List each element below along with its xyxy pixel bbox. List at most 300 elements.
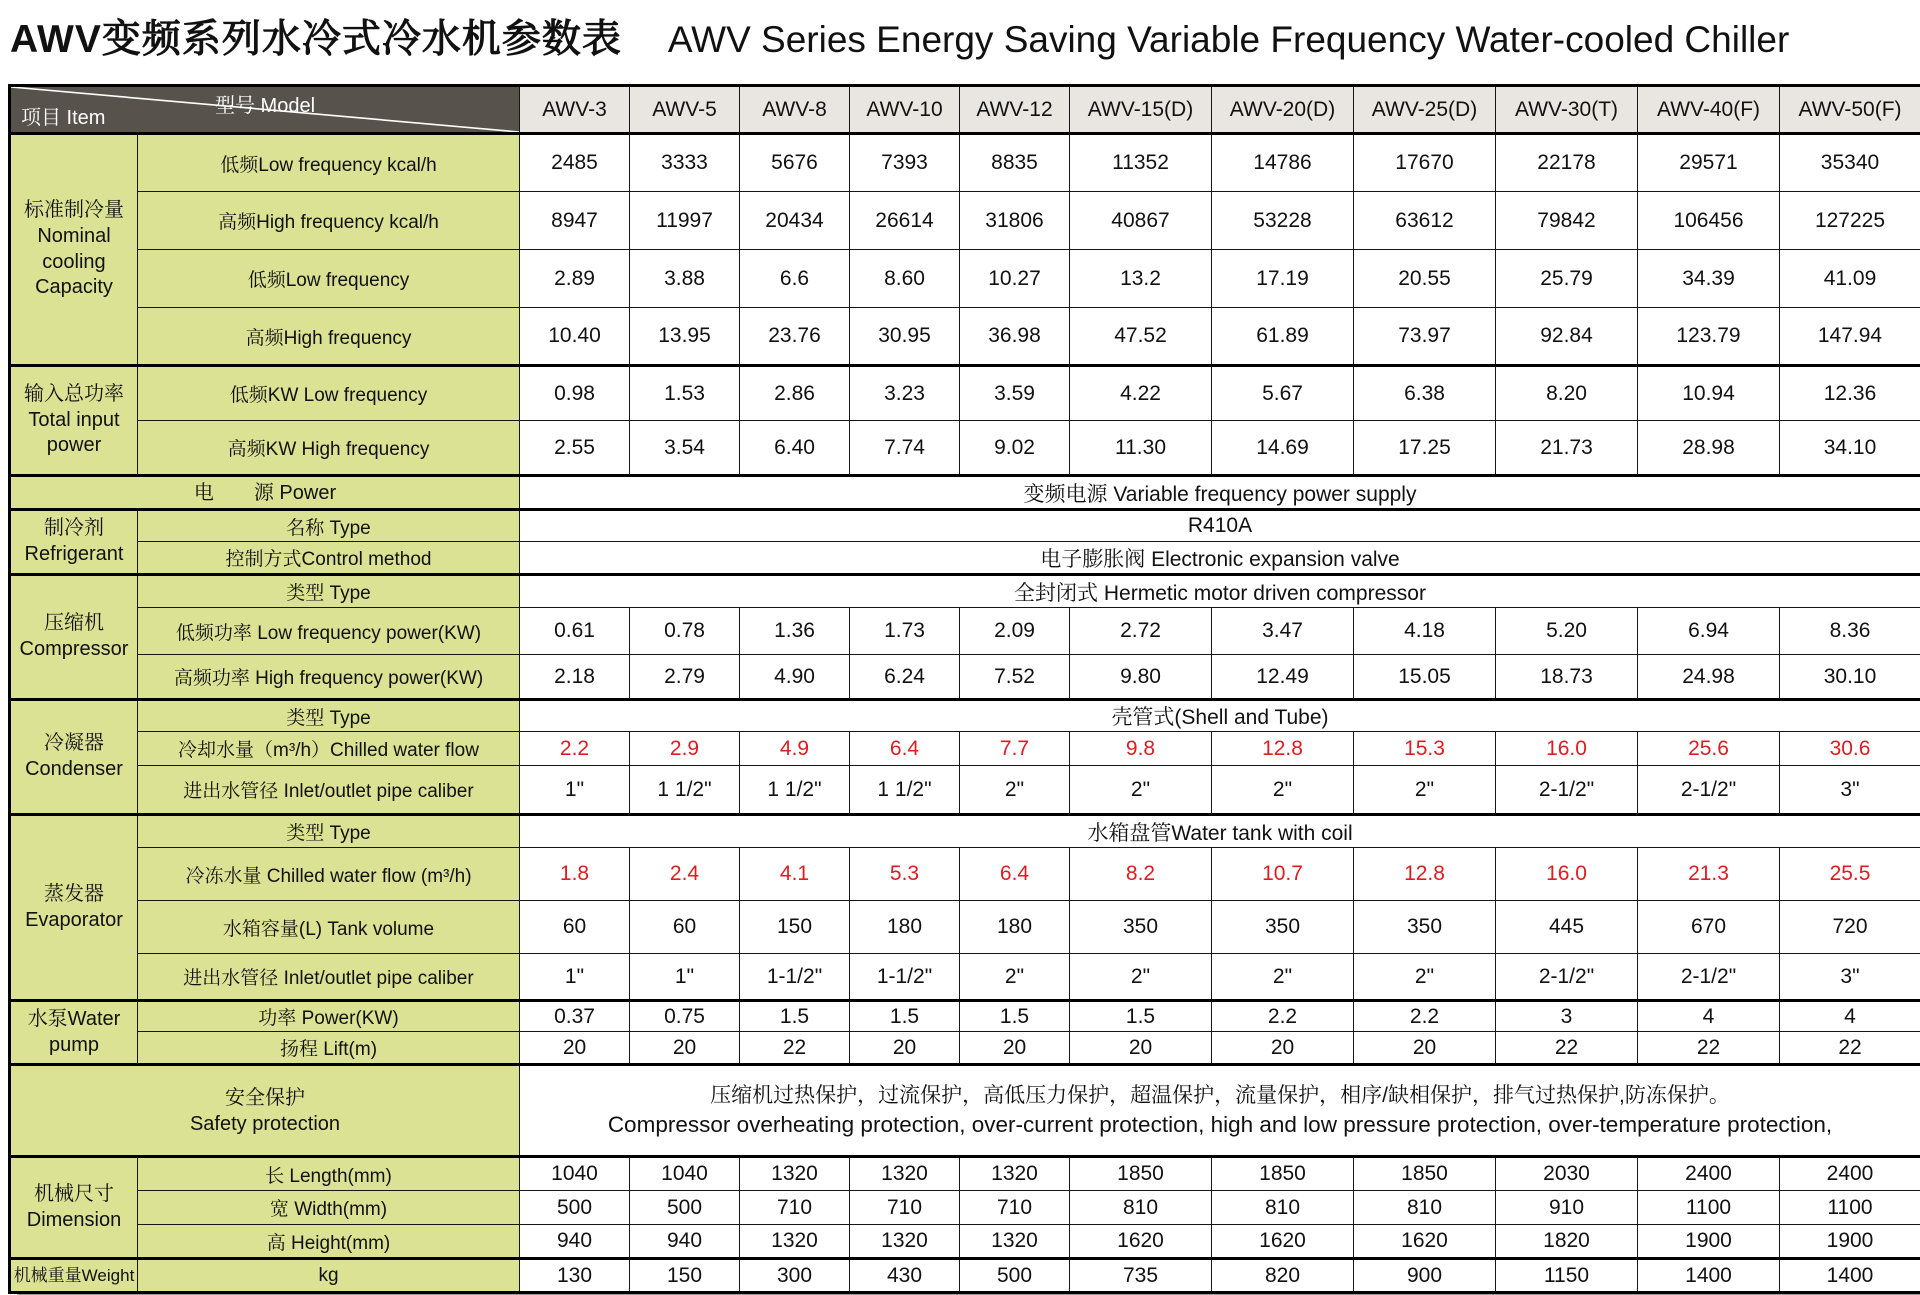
value-cell: 2.9 [630,732,740,766]
value-cell: 2485 [520,134,630,192]
value-cell: 20 [630,1032,740,1065]
value-cell: 22 [1496,1032,1638,1065]
value-cell: 5676 [740,134,850,192]
row-label-cell: 高频High frequency [138,308,520,366]
value-cell: 21.73 [1496,421,1638,476]
value-cell: 18.73 [1496,655,1638,700]
value-cell: 3" [1780,954,1920,1001]
value-cell: 1" [630,954,740,1001]
value-cell: 1850 [1212,1157,1354,1191]
value-cell: 150 [630,1259,740,1293]
category-en: Condenser [25,758,123,780]
category-zh: 水泵Water [27,1007,121,1030]
category-cell-safety [10,1065,520,1157]
value-cell: 900 [1354,1259,1496,1293]
value-cell: 22 [740,1032,850,1065]
value-cell: 47.52 [1070,308,1212,366]
value-cell: 4 [1780,1001,1920,1032]
value-cell: 8.20 [1496,366,1638,421]
category-zh: 压缩机 [44,612,104,635]
row-label-cell: 名称 Type [138,510,520,542]
value-cell: 180 [850,901,960,954]
row-weight [10,1259,1920,1293]
value-cell: 6.24 [850,655,960,700]
value-cell: 11.30 [1070,421,1212,476]
value-cell: 5.3 [850,848,960,901]
value-cell: 20 [1354,1032,1496,1065]
value-cell: 41.09 [1780,250,1920,308]
value-cell: 21.3 [1638,848,1780,901]
value-cell: 3" [1780,766,1920,815]
value-cell: 147.94 [1780,308,1920,366]
category-zh: 机械重量Weight [13,1265,135,1285]
value-cell: 2.2 [1354,1001,1496,1032]
row-label-cell: 类型 Type [138,575,520,608]
value-cell: 8835 [960,134,1070,192]
corner-item-label: 项目 Item [21,107,106,129]
value-cell: 3.47 [1212,608,1354,655]
value-cell: 6.4 [850,732,960,766]
value-cell: 61.89 [1212,308,1354,366]
value-cell: 20 [850,1032,960,1065]
value-cell: 9.02 [960,421,1070,476]
value-cell: 12.8 [1354,848,1496,901]
value-cell: 26614 [850,192,960,250]
row-label-cell: 功率 Power(KW) [138,1001,520,1032]
value-cell: 8947 [520,192,630,250]
value-cell: 3.23 [850,366,960,421]
merged-value-cell: 全封闭式 Hermetic motor driven compressor [520,575,1920,608]
value-cell: 1900 [1780,1225,1920,1259]
value-cell: 5.67 [1212,366,1354,421]
row-label-cell: 冷却水量（m³/h）Chilled water flow [138,732,520,766]
value-cell: 720 [1780,901,1920,954]
value-cell: 1.5 [1070,1001,1212,1032]
category-zh: 机械尺寸 [34,1182,114,1205]
value-cell: 3333 [630,134,740,192]
value-cell: 1100 [1638,1191,1780,1225]
value-cell: 1-1/2" [850,954,960,1001]
value-cell: 23.76 [740,308,850,366]
value-cell: 2-1/2" [1496,766,1638,815]
value-cell: 300 [740,1259,850,1293]
value-cell: 2.55 [520,421,630,476]
value-cell: 40867 [1070,192,1212,250]
value-cell: 1.5 [960,1001,1070,1032]
model-header-row [10,86,1920,134]
model-header-cell: AWV-30(T) [1496,86,1638,134]
value-cell: 710 [740,1191,850,1225]
value-cell: 1320 [960,1157,1070,1191]
value-cell: 1" [520,766,630,815]
value-cell: 127225 [1780,192,1920,250]
value-cell: 445 [1496,901,1638,954]
row-low-freq-kcal [10,134,1920,192]
row-evaporator-pipe-caliber [10,954,1920,1001]
value-cell: 1-1/2" [740,954,850,1001]
value-cell: 940 [630,1225,740,1259]
value-cell: 1620 [1212,1225,1354,1259]
value-cell: 710 [960,1191,1070,1225]
spec-table [8,84,1920,1294]
model-header-cell: AWV-20(D) [1212,86,1354,134]
value-cell: 34.10 [1780,421,1920,476]
corner-cell [10,86,520,134]
value-cell: 2400 [1780,1157,1920,1191]
value-cell: 17.19 [1212,250,1354,308]
safety-text-en: Compressor overheating protection, over-current protection, high and low pressure protection, over-temperature protection, [607,1111,1833,1137]
value-cell: 34.39 [1638,250,1780,308]
value-cell: 30.6 [1780,732,1920,766]
value-cell: 11352 [1070,134,1212,192]
value-cell: 500 [520,1191,630,1225]
row-input-low-kw [10,366,1920,421]
row-comp-high-power [10,655,1920,700]
value-cell: 73.97 [1354,308,1496,366]
value-cell: 2030 [1496,1157,1638,1191]
row-label-cell: 低频功率 Low frequency power(KW) [138,608,520,655]
value-cell: 25.5 [1780,848,1920,901]
value-cell: 2400 [1638,1157,1780,1191]
value-cell: 12.49 [1212,655,1354,700]
value-cell: 16.0 [1496,732,1638,766]
value-cell: 1.5 [850,1001,960,1032]
category-cell-evaporator [10,815,138,1001]
value-cell: 2.2 [1212,1001,1354,1032]
row-high-freq [10,308,1920,366]
value-cell: 350 [1354,901,1496,954]
value-cell: 150 [740,901,850,954]
row-label-cell: 电 源 Power [10,476,520,510]
value-cell: 11997 [630,192,740,250]
value-cell: 20 [1070,1032,1212,1065]
value-cell: 6.4 [960,848,1070,901]
value-cell: 7.7 [960,732,1070,766]
value-cell: 1.36 [740,608,850,655]
value-cell: 9.80 [1070,655,1212,700]
value-cell: 1150 [1496,1259,1638,1293]
row-height [10,1225,1920,1259]
value-cell: 430 [850,1259,960,1293]
row-label-cell: 高 Height(mm) [138,1225,520,1259]
value-cell: 106456 [1638,192,1780,250]
value-cell: 14786 [1212,134,1354,192]
row-label-cell: 类型 Type [138,700,520,732]
value-cell: 1 1/2" [630,766,740,815]
category-cell-water-pump [10,1001,138,1065]
row-label-cell: 扬程 Lift(m) [138,1032,520,1065]
value-cell: 8.60 [850,250,960,308]
value-cell: 1400 [1780,1259,1920,1293]
row-evaporator-water-flow [10,848,1920,901]
safety-text-cell [520,1065,1920,1157]
value-cell: 60 [630,901,740,954]
model-header-cell: AWV-5 [630,86,740,134]
row-tank-volume [10,901,1920,954]
safety-text-zh: 压缩机过热保护，过流保护，高低压力保护，超温保护，流量保护，相序/缺相保护，排气过热保护,防冻保护。 [710,1083,1730,1107]
value-cell: 1.73 [850,608,960,655]
value-cell: 735 [1070,1259,1212,1293]
value-cell: 1320 [740,1225,850,1259]
value-cell: 22178 [1496,134,1638,192]
value-cell: 350 [1070,901,1212,954]
value-cell: 123.79 [1638,308,1780,366]
row-condenser-water-flow [10,732,1920,766]
row-evaporator-type [10,815,1920,848]
value-cell: 1 1/2" [740,766,850,815]
value-cell: 10.94 [1638,366,1780,421]
value-cell: 6.40 [740,421,850,476]
value-cell: 1040 [520,1157,630,1191]
value-cell: 4.18 [1354,608,1496,655]
category-en: Refrigerant [24,543,124,565]
value-cell: 12.36 [1780,366,1920,421]
row-label-cell: 水箱容量(L) Tank volume [138,901,520,954]
value-cell: 1 1/2" [850,766,960,815]
value-cell: 25.6 [1638,732,1780,766]
value-cell: 1400 [1638,1259,1780,1293]
category-zh: 冷凝器 [44,732,104,755]
category-en: Compressor [19,638,129,660]
value-cell: 7.74 [850,421,960,476]
value-cell: 35340 [1780,134,1920,192]
value-cell: 13.95 [630,308,740,366]
value-cell: 2.2 [520,732,630,766]
merged-value-cell: 水箱盘管Water tank with coil [520,815,1920,848]
value-cell: 3.54 [630,421,740,476]
value-cell: 13.2 [1070,250,1212,308]
row-pump-lift [10,1032,1920,1065]
value-cell: 25.79 [1496,250,1638,308]
value-cell: 1900 [1638,1225,1780,1259]
row-label-cell: 宽 Width(mm) [138,1191,520,1225]
model-header-cell: AWV-3 [520,86,630,134]
value-cell: 14.69 [1212,421,1354,476]
value-cell: 17670 [1354,134,1496,192]
value-cell: 29571 [1638,134,1780,192]
value-cell: 2.09 [960,608,1070,655]
category-zh: 标准制冷量 [24,199,124,222]
category-en: Nominal cooling Capacity [35,224,113,299]
row-label-cell: 低频Low frequency [138,250,520,308]
value-cell: 1040 [630,1157,740,1191]
value-cell: 20 [520,1032,630,1065]
value-cell: 9.8 [1070,732,1212,766]
category-en: Dimension [26,1208,122,1231]
category-en: Evaporator [25,908,123,931]
category-zh: 输入总功率 [24,383,124,406]
value-cell: 500 [630,1191,740,1225]
merged-value-cell: 电子膨胀阀 Electronic expansion valve [520,542,1920,575]
value-cell: 2-1/2" [1638,954,1780,1001]
value-cell: 810 [1212,1191,1354,1225]
value-cell: 1820 [1496,1225,1638,1259]
model-header-cell: AWV-40(F) [1638,86,1780,134]
value-cell: 53228 [1212,192,1354,250]
value-cell: 2" [1354,766,1496,815]
value-cell: 2" [1212,766,1354,815]
value-cell: 710 [850,1191,960,1225]
value-cell: 15.3 [1354,732,1496,766]
value-cell: 910 [1496,1191,1638,1225]
model-header-cell: AWV-10 [850,86,960,134]
value-cell: 1.5 [740,1001,850,1032]
category-zh: 制冷剂 [44,517,104,540]
row-label-cell: 高频KW High frequency [138,421,520,476]
row-low-freq [10,250,1920,308]
category-zh: 蒸发器 [44,882,104,905]
value-cell: 8.2 [1070,848,1212,901]
row-pump-power [10,1001,1920,1032]
category-zh: 安全保护 [225,1086,305,1109]
value-cell: 1100 [1780,1191,1920,1225]
value-cell: 20.55 [1354,250,1496,308]
row-width [10,1191,1920,1225]
row-length [10,1157,1920,1191]
value-cell: 6.94 [1638,608,1780,655]
category-cell-dimension [10,1157,138,1259]
page-title-zh: AWV变频系列水冷式冷水机参数表 [10,18,622,61]
value-cell: 6.38 [1354,366,1496,421]
value-cell: 2-1/2" [1638,766,1780,815]
value-cell: 0.98 [520,366,630,421]
value-cell: 22 [1638,1032,1780,1065]
category-en: Total input power [28,408,120,457]
value-cell: 3.59 [960,366,1070,421]
value-cell: 7.52 [960,655,1070,700]
value-cell: 1620 [1354,1225,1496,1259]
row-label-cell: 高频High frequency kcal/h [138,192,520,250]
merged-value-cell: R410A [520,510,1920,542]
value-cell: 1850 [1070,1157,1212,1191]
row-label-cell: 控制方式Control method [138,542,520,575]
value-cell: 180 [960,901,1070,954]
value-cell: 4.22 [1070,366,1212,421]
corner-model-label: 型号 Model [214,95,316,117]
category-cell-condenser [10,700,138,815]
value-cell: 2.72 [1070,608,1212,655]
page-title-en: AWV Series Energy Saving Variable Frequency Water-cooled Chiller [667,19,1790,60]
value-cell: 63612 [1354,192,1496,250]
category-en: Safety protection [189,1112,341,1135]
row-label-cell: 类型 Type [138,815,520,848]
value-cell: 20 [1212,1032,1354,1065]
row-label-cell: 高频功率 High frequency power(KW) [138,655,520,700]
value-cell: 2" [1212,954,1354,1001]
value-cell: 15.05 [1354,655,1496,700]
model-header-cell: AWV-50(F) [1780,86,1920,134]
category-cell-cooling-capacity [10,134,138,366]
value-cell: 1850 [1354,1157,1496,1191]
value-cell: 8.36 [1780,608,1920,655]
value-cell: 3.88 [630,250,740,308]
value-cell: 0.61 [520,608,630,655]
row-condenser-type [10,700,1920,732]
value-cell: 7393 [850,134,960,192]
value-cell: 2" [1070,766,1212,815]
value-cell: 20 [960,1032,1070,1065]
row-label-cell: 冷冻水量 Chilled water flow (m³/h) [138,848,520,901]
value-cell: 10.7 [1212,848,1354,901]
category-cell-input-power [10,366,138,476]
value-cell: 17.25 [1354,421,1496,476]
value-cell: 6.6 [740,250,850,308]
category-cell-weight [10,1259,138,1293]
row-input-high-kw [10,421,1920,476]
value-cell: 1" [520,954,630,1001]
row-label-cell: 低频KW Low frequency [138,366,520,421]
category-en: pump [48,1033,100,1056]
value-cell: 2.89 [520,250,630,308]
merged-value-cell: 壳管式(Shell and Tube) [520,700,1920,732]
value-cell: 1320 [850,1157,960,1191]
value-cell: 810 [1354,1191,1496,1225]
model-header-cell: AWV-25(D) [1354,86,1496,134]
row-label-cell: kg [138,1259,520,1293]
value-cell: 940 [520,1225,630,1259]
page-header [10,8,1920,64]
value-cell: 350 [1212,901,1354,954]
value-cell: 2" [960,766,1070,815]
value-cell: 1320 [850,1225,960,1259]
value-cell: 1.8 [520,848,630,901]
value-cell: 2.79 [630,655,740,700]
value-cell: 36.98 [960,308,1070,366]
model-header-cell: AWV-15(D) [1070,86,1212,134]
value-cell: 1620 [1070,1225,1212,1259]
value-cell: 60 [520,901,630,954]
row-label-cell: 低频Low frequency kcal/h [138,134,520,192]
value-cell: 79842 [1496,192,1638,250]
row-comp-low-power [10,608,1920,655]
value-cell: 2" [960,954,1070,1001]
merged-value-cell: 变频电源 Variable frequency power supply [520,476,1920,510]
value-cell: 2" [1354,954,1496,1001]
value-cell: 31806 [960,192,1070,250]
value-cell: 4 [1638,1001,1780,1032]
value-cell: 12.8 [1212,732,1354,766]
value-cell: 1320 [740,1157,850,1191]
value-cell: 4.1 [740,848,850,901]
value-cell: 4.90 [740,655,850,700]
value-cell: 2.86 [740,366,850,421]
row-high-freq-kcal [10,192,1920,250]
value-cell: 0.78 [630,608,740,655]
value-cell: 22 [1780,1032,1920,1065]
value-cell: 3 [1496,1001,1638,1032]
value-cell: 130 [520,1259,630,1293]
row-control-method [10,542,1920,575]
model-header-cell: AWV-8 [740,86,850,134]
value-cell: 2.4 [630,848,740,901]
value-cell: 30.95 [850,308,960,366]
value-cell: 30.10 [1780,655,1920,700]
category-cell-compressor [10,575,138,700]
row-label-cell: 长 Length(mm) [138,1157,520,1191]
row-refrigerant-type [10,510,1920,542]
row-safety-protection [10,1065,1920,1157]
value-cell: 28.98 [1638,421,1780,476]
value-cell: 810 [1070,1191,1212,1225]
value-cell: 1320 [960,1225,1070,1259]
value-cell: 1.53 [630,366,740,421]
value-cell: 5.20 [1496,608,1638,655]
value-cell: 820 [1212,1259,1354,1293]
row-label-cell: 进出水管径 Inlet/outlet pipe caliber [138,954,520,1001]
value-cell: 92.84 [1496,308,1638,366]
value-cell: 4.9 [740,732,850,766]
value-cell: 500 [960,1259,1070,1293]
